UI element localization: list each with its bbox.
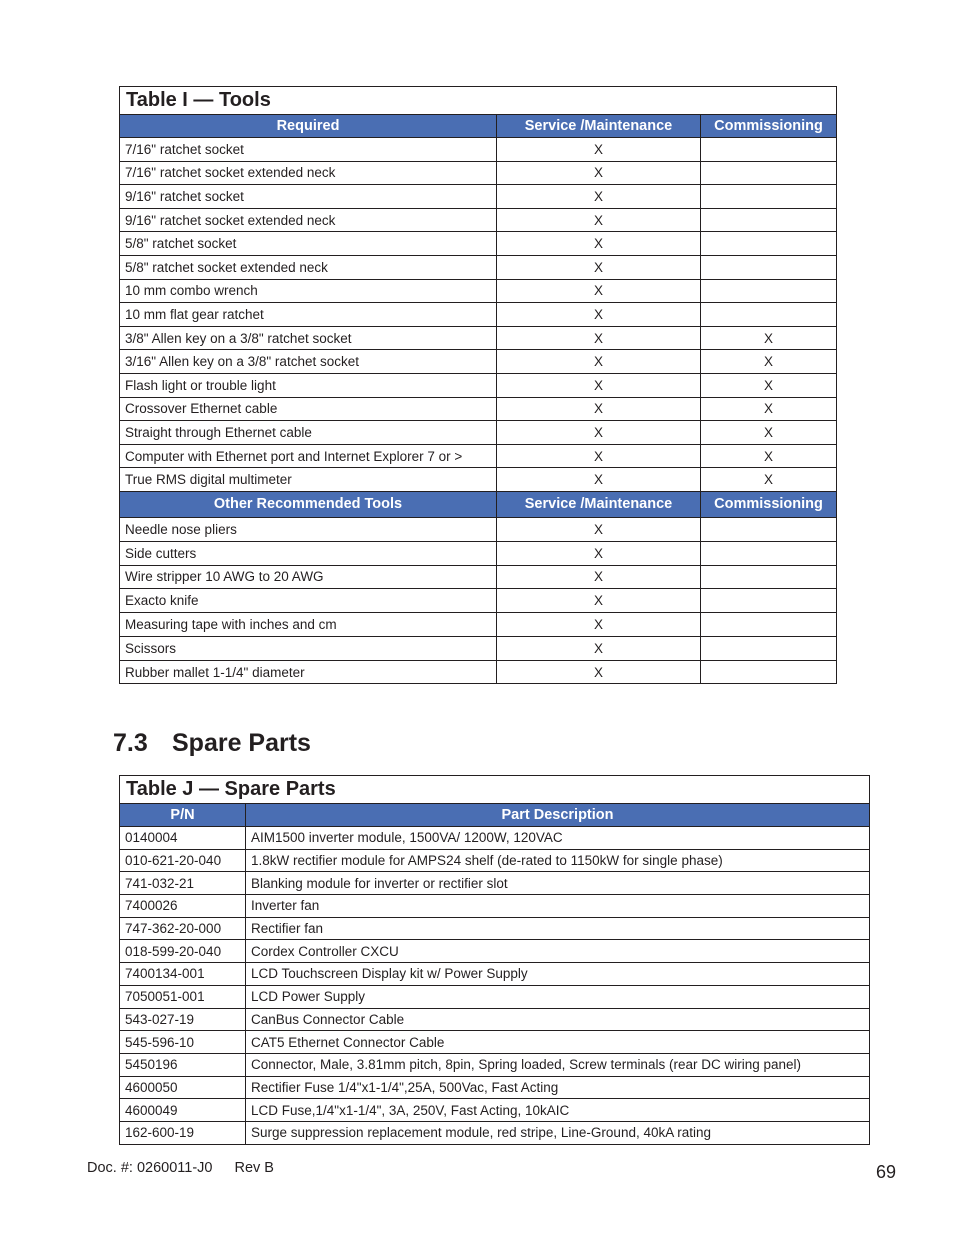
commissioning-cell [701, 565, 837, 589]
part-number-cell: 545-596-10 [120, 1031, 246, 1054]
commissioning-cell [701, 185, 837, 209]
tools-table [119, 86, 837, 684]
table-row [120, 517, 837, 541]
service-cell: X [497, 541, 701, 565]
part-description-cell: CanBus Connector Cable [246, 1008, 870, 1031]
service-cell: X [497, 660, 701, 684]
table-row [120, 565, 837, 589]
table-row [120, 326, 837, 350]
tools-header-required: Required [120, 115, 497, 138]
page-number: 69 [876, 1162, 897, 1182]
part-description-cell: Inverter fan [246, 895, 870, 918]
tool-name-cell: Computer with Ethernet port and Internet Explorer 7 or > [120, 444, 497, 468]
table-row [120, 1121, 870, 1144]
tool-name-cell: Measuring tape with inches and cm [120, 613, 497, 637]
part-number-cell: 741-032-21 [120, 872, 246, 895]
part-description-cell: 1.8kW rectifier module for AMPS24 shelf (de-rated to 1150kW for single phase) [246, 849, 870, 872]
service-cell: X [497, 326, 701, 350]
table-row [120, 963, 870, 986]
commissioning-cell [701, 208, 837, 232]
table-row [120, 613, 837, 637]
part-description-cell: LCD Touchscreen Display kit w/ Power Supply [246, 963, 870, 986]
table-row [120, 541, 837, 565]
commissioning-cell [701, 138, 837, 162]
table-row [120, 421, 837, 445]
table-row [120, 350, 837, 374]
service-cell: X [497, 517, 701, 541]
service-cell: X [497, 185, 701, 209]
tool-name-cell: 10 mm flat gear ratchet [120, 303, 497, 327]
tool-name-cell: Needle nose pliers [120, 517, 497, 541]
part-description-cell: CAT5 Ethernet Connector Cable [246, 1031, 870, 1054]
table-row [120, 1076, 870, 1099]
other-tools-header: Other Recommended Tools [120, 491, 497, 517]
table-row [120, 1099, 870, 1122]
spare-parts-table [119, 775, 870, 1145]
part-description-cell: Rectifier fan [246, 917, 870, 940]
commissioning-cell [701, 161, 837, 185]
commissioning-cell [701, 517, 837, 541]
commissioning-cell [701, 636, 837, 660]
tool-name-cell: Crossover Ethernet cable [120, 397, 497, 421]
table-row [120, 940, 870, 963]
commissioning-cell [701, 279, 837, 303]
part-description-cell: Surge suppression replacement module, red stripe, Line-Ground, 40kA rating [246, 1121, 870, 1144]
tool-name-cell: 9/16" ratchet socket [120, 185, 497, 209]
commissioning-cell [701, 613, 837, 637]
part-number-cell: 7400134-001 [120, 963, 246, 986]
service-cell: X [497, 232, 701, 256]
footer-doc-number [87, 1160, 274, 1176]
table-row [120, 660, 837, 684]
service-cell: X [497, 279, 701, 303]
service-cell: X [497, 138, 701, 162]
part-number-cell: 010-621-20-040 [120, 849, 246, 872]
part-number-cell: 543-027-19 [120, 1008, 246, 1031]
commissioning-cell: X [701, 350, 837, 374]
table-row [120, 373, 837, 397]
tool-name-cell: Exacto knife [120, 589, 497, 613]
table-row [120, 636, 837, 660]
tools-header-service: Service /Maintenance [497, 115, 701, 138]
tool-name-cell: 7/16" ratchet socket [120, 138, 497, 162]
table-row [120, 985, 870, 1008]
table-row [120, 279, 837, 303]
commissioning-cell [701, 255, 837, 279]
commissioning-cell: X [701, 468, 837, 492]
table-row [120, 1008, 870, 1031]
service-cell: X [497, 303, 701, 327]
tool-name-cell: Side cutters [120, 541, 497, 565]
tool-name-cell: Flash light or trouble light [120, 373, 497, 397]
table-row [120, 1053, 870, 1076]
tool-name-cell: 7/16" ratchet socket extended neck [120, 161, 497, 185]
table-row [120, 161, 837, 185]
part-number-cell: 162-600-19 [120, 1121, 246, 1144]
tool-name-cell: Scissors [120, 636, 497, 660]
part-description-cell: LCD Power Supply [246, 985, 870, 1008]
table-row [120, 849, 870, 872]
tool-name-cell: Rubber mallet 1-1/4" diameter [120, 660, 497, 684]
table-row [120, 232, 837, 256]
revision: Rev B [234, 1160, 274, 1176]
table-row [120, 303, 837, 327]
tools-subheader-service: Service /Maintenance [497, 491, 701, 517]
service-cell: X [497, 161, 701, 185]
commissioning-cell: X [701, 421, 837, 445]
part-number-cell: 7050051-001 [120, 985, 246, 1008]
table-row [120, 1031, 870, 1054]
part-description-cell: AIM1500 inverter module, 1500VA/ 1200W, 120VAC [246, 827, 870, 850]
table-row [120, 138, 837, 162]
table-row [120, 185, 837, 209]
commissioning-cell [701, 303, 837, 327]
service-cell: X [497, 373, 701, 397]
table-row [120, 917, 870, 940]
service-cell: X [497, 421, 701, 445]
doc-number: Doc. #: 0260011-J0 [87, 1160, 213, 1176]
part-number-cell: 7400026 [120, 895, 246, 918]
tool-name-cell: 3/16" Allen key on a 3/8" ratchet socket [120, 350, 497, 374]
service-cell: X [497, 208, 701, 232]
service-cell: X [497, 565, 701, 589]
tools-subheader-row [120, 491, 837, 517]
part-description-cell: Rectifier Fuse 1/4"x1-1/4",25A, 500Vac, Fast Acting [246, 1076, 870, 1099]
part-number-cell: 0140004 [120, 827, 246, 850]
tool-name-cell: Straight through Ethernet cable [120, 421, 497, 445]
table-row [120, 208, 837, 232]
service-cell: X [497, 350, 701, 374]
part-number-cell: 4600049 [120, 1099, 246, 1122]
table-row [120, 255, 837, 279]
tool-name-cell: 10 mm combo wrench [120, 279, 497, 303]
parts-header-description: Part Description [246, 804, 870, 827]
tools-table-title: Table I — Tools [120, 87, 837, 115]
parts-table-title: Table J — Spare Parts [120, 776, 870, 804]
tools-header-commissioning: Commissioning [701, 115, 837, 138]
table-row [120, 468, 837, 492]
part-description-cell: Cordex Controller CXCU [246, 940, 870, 963]
service-cell: X [497, 468, 701, 492]
table-row [120, 872, 870, 895]
parts-header-pn: P/N [120, 804, 246, 827]
service-cell: X [497, 589, 701, 613]
commissioning-cell: X [701, 326, 837, 350]
commissioning-cell [701, 660, 837, 684]
commissioning-cell [701, 541, 837, 565]
section-number: 7.3 [113, 729, 148, 757]
table-row [120, 589, 837, 613]
commissioning-cell: X [701, 397, 837, 421]
section-title: Spare Parts [172, 729, 311, 757]
part-number-cell: 4600050 [120, 1076, 246, 1099]
tool-name-cell: 5/8" ratchet socket extended neck [120, 255, 497, 279]
part-description-cell: Connector, Male, 3.81mm pitch, 8pin, Spring loaded, Screw terminals (rear DC wiring panel) [246, 1053, 870, 1076]
commissioning-cell [701, 589, 837, 613]
part-number-cell: 747-362-20-000 [120, 917, 246, 940]
service-cell: X [497, 636, 701, 660]
tool-name-cell: True RMS digital multimeter [120, 468, 497, 492]
part-number-cell: 018-599-20-040 [120, 940, 246, 963]
table-row [120, 444, 837, 468]
commissioning-cell: X [701, 373, 837, 397]
commissioning-cell: X [701, 444, 837, 468]
tool-name-cell: Wire stripper 10 AWG to 20 AWG [120, 565, 497, 589]
section-heading [113, 729, 311, 758]
tool-name-cell: 3/8" Allen key on a 3/8" ratchet socket [120, 326, 497, 350]
table-row [120, 827, 870, 850]
part-number-cell: 5450196 [120, 1053, 246, 1076]
service-cell: X [497, 397, 701, 421]
table-row [120, 895, 870, 918]
tool-name-cell: 5/8" ratchet socket [120, 232, 497, 256]
service-cell: X [497, 444, 701, 468]
part-description-cell: LCD Fuse,1/4"x1-1/4", 3A, 250V, Fast Acting, 10kAIC [246, 1099, 870, 1122]
part-description-cell: Blanking module for inverter or rectifier slot [246, 872, 870, 895]
tool-name-cell: 9/16" ratchet socket extended neck [120, 208, 497, 232]
service-cell: X [497, 613, 701, 637]
service-cell: X [497, 255, 701, 279]
tools-subheader-commissioning: Commissioning [701, 491, 837, 517]
table-row [120, 397, 837, 421]
commissioning-cell [701, 232, 837, 256]
